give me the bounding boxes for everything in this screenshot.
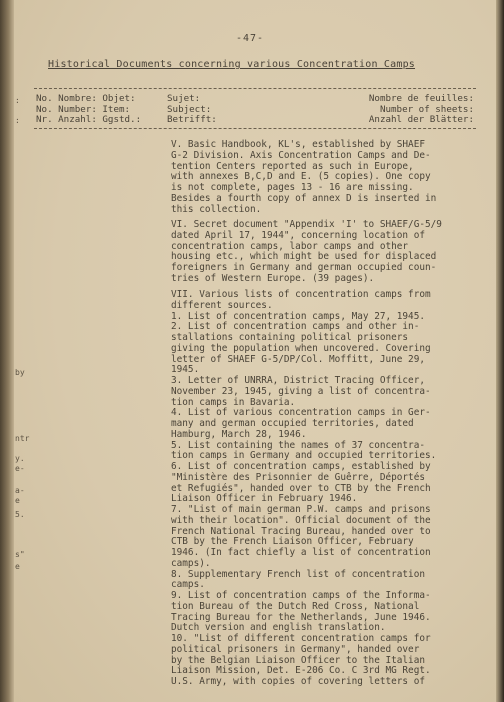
text-line: 1945. [171, 364, 200, 376]
header-column-item [36, 94, 141, 126]
text-line: dated April 17, 1944", concerning location of [171, 229, 425, 241]
margin-fragment: e [15, 562, 20, 571]
text-line: Besides a fourth copy of annex D is inserted in [171, 192, 437, 204]
document-title: Historical Documents concerning various Concentration Camps [48, 59, 416, 70]
text-line: housing etc., which might be used for displaced [171, 251, 437, 263]
text-line: French National Tracing Bureau, handed over to [171, 525, 431, 537]
paragraph-vii [171, 290, 436, 688]
margin-fragment: ntr [15, 434, 30, 443]
text-line: 2. List of concentration camps and other in- [171, 321, 420, 333]
text-line: stallations containing political prisoners [171, 332, 409, 343]
header-item-fr: No. Nombre: Objet: [36, 93, 136, 104]
text-line: 1. List of concentration camps, May 27, 1945. [171, 310, 425, 322]
text-line: with annexes B,C,D and E. (5 copies). One copy [171, 171, 431, 183]
margin-fragment: e- [15, 464, 25, 473]
text-line: 10. "List of different concentration camps for [171, 633, 431, 644]
paragraph-v [171, 140, 436, 215]
text-line: tion camps in Bavaria. [171, 396, 296, 408]
margin-fragment: 5. [15, 510, 25, 519]
text-line: giving the population when uncovered. Covering [171, 342, 431, 354]
page-edge-shadow [496, 0, 504, 702]
text-line: many and german occupied territories, dated [171, 418, 414, 429]
text-line: camps. [171, 579, 205, 591]
text-line: V. Basic Handbook, KL's, established by SHAEF [171, 139, 425, 150]
text-line: Hamburg, March 28, 1946. [171, 428, 307, 440]
text-line: 1946. (In fact chiefly a list of concentration [171, 547, 431, 558]
header-subject-en: Subject: [167, 103, 212, 115]
text-line: tention Centers reported as such in Europe, [171, 160, 414, 172]
text-line: is not complete, pages 13 - 16 are missing. [171, 182, 414, 193]
text-line: camps). [171, 557, 211, 569]
page-number: -47- [236, 33, 265, 44]
text-line: 6. List of concentration camps, established by [171, 461, 431, 472]
text-line: et Refugiés", handed over to CTB by the French [171, 482, 431, 494]
text-line: 7. "List of main german P.W. camps and prisons [171, 504, 431, 515]
text-line: by the Belgian Liaison Officer to the Italian [171, 654, 425, 666]
binding-edge [0, 0, 14, 702]
text-line: with their location". Official document of the [171, 514, 431, 526]
text-line: political prisoners in Germany", handed over [171, 643, 420, 655]
margin-fragment: s" [15, 550, 25, 559]
margin-fragment: : [15, 96, 20, 105]
text-line: G-2 Division. Axis Concentration Camps and De- [171, 149, 431, 161]
header-subject-fr: Sujet: [167, 93, 201, 104]
text-line: "Ministère des Prisonnier de Guêrre, Déportés [171, 471, 425, 483]
text-line: Liaison Officer in February 1946. [171, 493, 358, 505]
text-line: letter of SHAEF G-5/DP/Col. Moffitt, June 29, [171, 353, 425, 365]
header-rule-top [34, 88, 476, 89]
text-line: tries of Western Europe. (39 pages). [171, 272, 375, 284]
margin-fragment: e [15, 496, 20, 505]
margin-fragment: y. [15, 454, 25, 463]
document-page [14, 0, 496, 702]
text-line: 9. List of concentration camps of the Informa- [171, 590, 431, 601]
text-line: CTB by the French Liaison Officer, February [171, 536, 414, 548]
header-item-en: No. Number: Item: [36, 103, 131, 115]
text-line: different sources. [171, 299, 273, 311]
header-subject-de: Betrifft: [167, 114, 217, 125]
header-sheets-fr: Nombre de feuilles: [368, 93, 474, 104]
margin-fragment: a- [15, 486, 25, 495]
text-line: tion camps in Germany and occupied territories. [171, 450, 437, 462]
header-item-de: Nr. Anzahl: Ggstd.: [36, 114, 142, 125]
text-line: 3. Letter of UNRRA, District Tracing Officer, [171, 375, 425, 386]
header-rule-bottom [34, 128, 476, 129]
text-line: Liaison Mission, Det. E-206 Co. C 3rd MG Regt. [171, 665, 431, 677]
text-line: this collection. [171, 203, 262, 215]
header-column-subject [167, 94, 217, 126]
text-line: VI. Secret document "Appendix 'I' to SHAEF/G-5/9 [171, 219, 442, 230]
text-line: 8. Supplementary French list of concentration [171, 568, 425, 580]
text-line: Tracing Bureau for the Netherlands, June 1946. [171, 611, 431, 623]
paragraph-vi [171, 220, 442, 285]
text-line: VII. Various lists of concentration camps from [171, 289, 431, 300]
text-line: concentration camps, labor camps and other [171, 240, 409, 252]
header-sheets-en: Number of sheets: [379, 103, 474, 115]
header-column-sheets [369, 94, 474, 126]
text-line: 5. List containing the names of 37 concentra- [171, 439, 425, 451]
margin-fragment: : [15, 116, 20, 125]
text-line: tion Bureau of the Dutch Red Cross, National [171, 600, 420, 612]
text-line: 4. List of various concentration camps in Ger- [171, 407, 431, 419]
text-line: Dutch version and english translation. [171, 622, 386, 634]
margin-fragment: by [15, 368, 25, 377]
text-line: foreigners in Germany and german occupied coun- [171, 262, 437, 273]
text-line: U.S. Army, with copies of covering letters of [171, 676, 425, 687]
text-line: November 23, 1945, giving a list of concentra- [171, 385, 431, 397]
header-sheets-de: Anzahl der Blätter: [368, 114, 474, 125]
